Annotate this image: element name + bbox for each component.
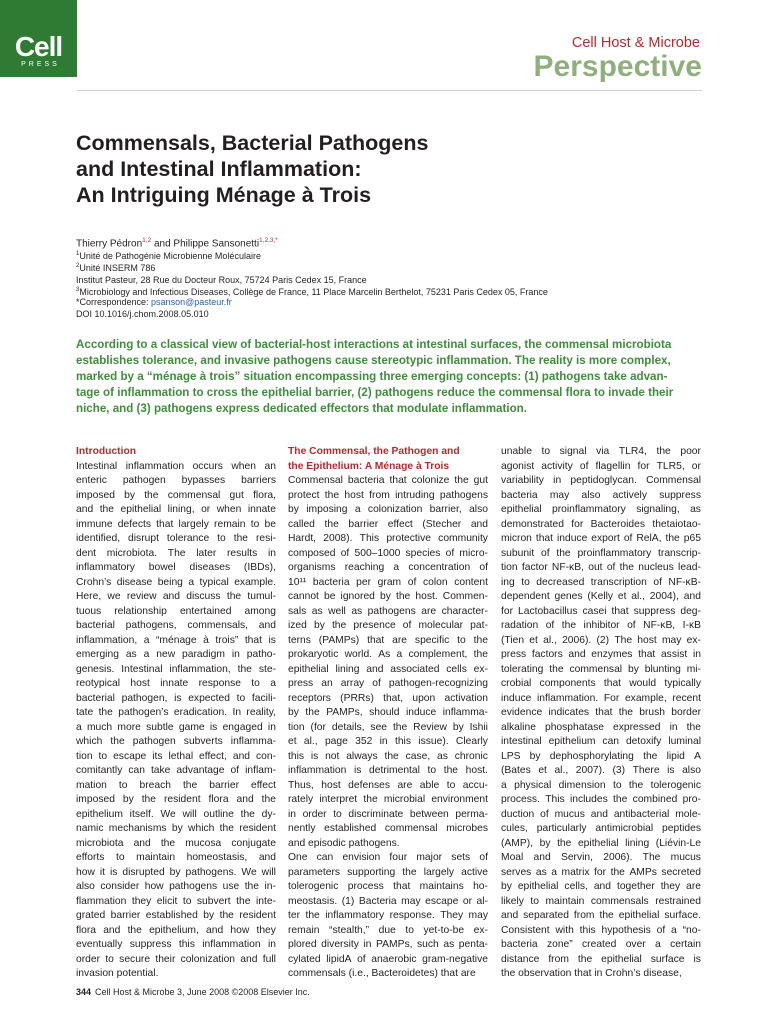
text-line: microbiota and the mucosa conjugate [76,837,276,849]
text-line: and episodic pathogens. [288,837,400,849]
text-line: protect the host from intruding pathogens [288,489,488,501]
text-line: (Tien et al., 2006). (2) The host may ex- [501,634,701,646]
text-line: Here, we review and discuss the tumul- [76,591,276,602]
text-line: by epithelial cells, and together they are [501,881,701,892]
text-line: press an array of pathogen-recognizing [288,678,488,689]
text-line: and separated from the epithelial surface. [501,910,701,921]
text-line: cannot be ignored by the host. Commen- [288,591,488,602]
text-line: inflammation, a “ménage à trois” that is [76,634,276,646]
text-line: called the barrier effect (Stecher and [288,518,488,530]
affiliation-line: $^2$Unité INSERM 786 [76,263,156,273]
text-line: tuous relationship entertained among [76,605,276,617]
page-number: 344 [76,987,92,997]
text-line: intestinal epithelium can detoxify luminal [501,736,701,747]
abstract [76,337,701,417]
text-line: et al., page 352 in this issue). Clearly [288,736,488,747]
section-heading: The Commensal, the Pathogen and [288,446,460,457]
text-line: by the PAMPs, should induce inflamma- [288,707,488,718]
text-line: eventually suppress this inflammation in [76,939,276,950]
text-line: comitantly can take advantage of inflam- [76,765,276,776]
text-line: tolerogenic process that maintains ho- [288,881,488,892]
text-line: immune defects that largely remain to be [76,518,276,530]
text-line: likely to maintain commensals restrained [501,895,701,907]
text-line: Crohn’s disease being a typical example. [76,576,276,588]
journal-name: Cell Host & Microbe [571,35,700,51]
correspondence-line: *Correspondence: psanson@pasteur.fr [76,297,232,307]
text-line: duction of mucus and antibacterial mole- [501,808,701,820]
text-line: flammation they elicit to subvert the inte- [76,895,276,907]
text-line: bacterial pathogens, commensals, and [76,620,276,631]
text-line: rately interpret the microbial environment [288,794,488,805]
text-line: plored diversity in PAMPs, such as penta- [288,939,488,950]
text-line: evidence indicates that the brush border [501,707,701,718]
abstract-line: tage of inflammation to cross the epithelial barrier, (2) pathogens reduce the commensal flora to invade their [76,386,674,399]
text-line: nently established commensal microbes [288,823,488,834]
affiliation-line: $^1$Unité de Pathogénie Microbienne Moléculaire [76,251,261,261]
text-line: terns (PAMPs) that are specific to the [288,634,488,646]
title-line: and Intestinal Inflammation: [76,157,362,181]
text-line: variability in peptidoglycan. Commensal [501,475,701,486]
logo-cell-text: Cell [14,31,63,62]
text-line: organisms reaching a concentration of [288,562,488,573]
text-line: flora and the epithelium, and how they [76,924,276,936]
affiliation-line: $^3$Microbiology and Infectious Diseases, Collège de France, 11 Place Marcelin Berthelot, 75231 Paris Cedex 05, France [76,287,548,297]
text-line: by imposing a colonization barrier, also [288,504,488,515]
body-column-2 [288,445,488,982]
text-line: in order to discriminate between perma- [288,808,488,820]
text-line: One can envision four major sets of [288,852,488,863]
author-name: and Philippe Sansonetti [151,238,260,250]
text-line: ized by the presence of molecular pat- [288,620,488,631]
abstract-line: marked by a “ménage à trois” situation encompassing three emerging concepts: (1) pathogens take advan- [76,370,668,383]
text-line: imposed by the resident flora and the [76,794,276,805]
abstract-line: According to a classical view of bacterial-host interactions at intestinal surfaces, the commensal microbiota [76,338,672,351]
text-line: how it is disrupted by pathogens. We will [76,866,276,878]
text-line: imposed by the commensal gut flora, [76,489,276,501]
article-title [76,130,516,208]
abstract-line: niche, and (3) pathogens express dedicated effectors that modulate inflammation. [76,402,527,415]
text-line: a much more subtle game is engaged in [76,721,276,733]
text-line: remain “stealth,” due to yet-to-be ex- [288,924,488,936]
column-text [288,474,488,982]
text-line: emerging as a new paradigm in patho- [76,649,276,660]
text-line: bacteria zone” created over a certain [501,939,701,950]
text-line: genesis. Intestinal inflammation, the ste- [76,663,276,675]
text-line: bacteria may also actively suppress [501,489,701,501]
text-line: subunit of the proinflammatory transcrip- [501,547,701,559]
title-line: Commensals, Bacterial Pathogens [76,131,429,155]
text-line: Commensal bacteria that colonize the gut [288,475,488,486]
email-link[interactable]: psanson@pasteur.fr [151,297,232,307]
column-text [76,460,276,982]
text-line: commensals (i.e., Bacteroidetes) that are [288,968,476,979]
text-line: demonstrated for Bacteroides thetaiotao- [501,518,701,530]
text-line: serves as a matrix for the AMPs secreted [501,866,701,878]
text-line: invasion potential. [76,968,159,979]
text-line: tion (for details, see the Review by Ishii [288,721,488,733]
text-line: process. This includes the combined pro- [501,794,701,805]
body-column-1 [76,445,276,982]
text-line: Hardt, 2008). This protective community [288,533,488,544]
text-line: distance from the epithelial surface is [501,953,701,965]
text-line: meostasis. (1) Bacteria may escape or al- [288,895,488,907]
text-line: induce inflammation. For example, recent [501,692,701,704]
text-line: grated barrier established by the resident [76,910,276,921]
text-line: cules, particularly antimicrobial peptides [501,823,701,834]
text-line: micron that induce export of RelA, the p65 [501,533,701,544]
section-heading: the Epithelium: A Ménage à Trois [288,460,450,472]
text-line: (AMP), by the epithelial lining (Liévin-Le [501,837,701,849]
text-line: LPS by dephosphorylating the lipid A [501,750,701,762]
text-line: epithelial lining and associated cells ex- [288,663,488,675]
text-line: radation of the inhibitor of NF-κB, I-κB [501,620,701,631]
text-line: press factors and enzymes that assist in [501,649,701,660]
author-name: Thierry Pédron [76,238,143,250]
text-line: prokaryotic world. As a complement, the [288,649,488,660]
text-line: which the pathogen subverts inflamma- [76,736,276,747]
text-line: and the epithelial lining, or when innate [76,504,276,515]
title-line: An Intriguing Ménage à Trois [76,183,372,207]
text-line: tion factor NF-κB, out of the nucleus lead- [501,562,701,573]
column-text [501,445,701,982]
text-line: unable to signal via TLR4, the poor [501,446,701,457]
author-superscript: 1,2 [142,237,152,244]
text-line: tate the pathogen’s eradication. In reality, [76,707,276,718]
text-line: 10¹¹ bacteria per gram of colon content [288,576,488,588]
text-line: reotypical host innate response to a [76,678,276,689]
text-line: ing to decreased transcription of NF-κB- [501,576,701,588]
text-line: Moal and Servin, 2006). The mucus [501,852,701,863]
page-footer [76,987,310,997]
text-line: dependent genes (Kelly et al., 2004), and [501,591,701,602]
section-label: Perspective [533,50,702,83]
text-line: tolerating the commensal by blunting mi- [501,663,701,675]
text-line: agonist activity of flagellin for TLR5, or [501,460,701,472]
text-line: Thus, host defenses are able to accu- [288,779,488,791]
doi-line: DOI 10.1016/j.chom.2008.05.010 [76,309,209,319]
text-line: parameters supporting the largely active [288,866,488,878]
text-line: for Lactobacillus casei that suppress deg- [501,605,701,617]
text-line: crobial components that would typically [501,678,701,689]
logo-press-text: PRESS [21,61,60,68]
text-line: Consistent with this hypothesis of a “no- [501,924,701,936]
affiliation-line: Institut Pasteur, 28 Rue du Docteur Roux, 75724 Paris Cedex 15, France [76,275,367,285]
text-line: identified, disrupt tolerance to the resi- [76,533,276,544]
abstract-line: establishes tolerance, and invasive pathogens cause stereotypic inflammation. The reality is more complex, [76,354,671,367]
text-line: (Bates et al., 2007). (3) There is also [501,765,701,776]
text-line: ter the inflammatory response. They may [288,910,488,921]
author-superscript: 1,2,3,* [259,237,278,244]
text-line: tion to escape its lethal effect, and con- [76,750,276,762]
text-line: Intestinal inflammation occurs when an [76,460,276,472]
footer-citation: Cell Host & Microbe 3, June 2008 ©2008 Elsevier Inc. [95,987,310,997]
text-line: this is not always the case, as chronic [288,750,488,762]
text-line: inflammation is detrimental to the host. [288,765,488,776]
section-heading: Introduction [76,446,137,457]
text-line: receptors (PRRs) that, upon activation [288,692,488,704]
text-line: also consider how pathogens use the in- [76,881,276,892]
text-line: efforts to maintain homeostasis, and [76,852,276,863]
text-line: sals as well as pathogens are character- [288,605,488,617]
text-line: epithelial proinflammatory signaling, as [501,504,701,515]
text-line: enteric pathogen bypasses barriers [76,475,276,486]
text-line: bacterial pathogen, is expected to facili- [76,692,276,704]
header-divider [77,90,702,91]
text-line: alkaline phosphatase expressed in the [501,721,701,733]
cell-press-logo [0,0,77,77]
text-line: cylated lipidA of anaerobic gram-negative [288,953,488,965]
body-column-3 [501,445,701,982]
text-line: inflammatory bowel diseases (IBDs), [76,562,276,573]
text-line: epithelium itself. We will outline the dy- [76,808,276,820]
text-line: mation to breach the barrier effect [76,779,276,791]
text-line: the observation that in Crohn’s disease, [501,968,682,979]
text-line: order to secure their colonization and full [76,953,276,965]
text-line: namic mechanisms by which the resident [76,823,276,834]
text-line: dent microbiota. The later results in [76,547,276,559]
text-line: a physical dimension to the tolerogenic [501,779,701,791]
text-line: composed of 500–1000 species of micro- [288,547,488,559]
